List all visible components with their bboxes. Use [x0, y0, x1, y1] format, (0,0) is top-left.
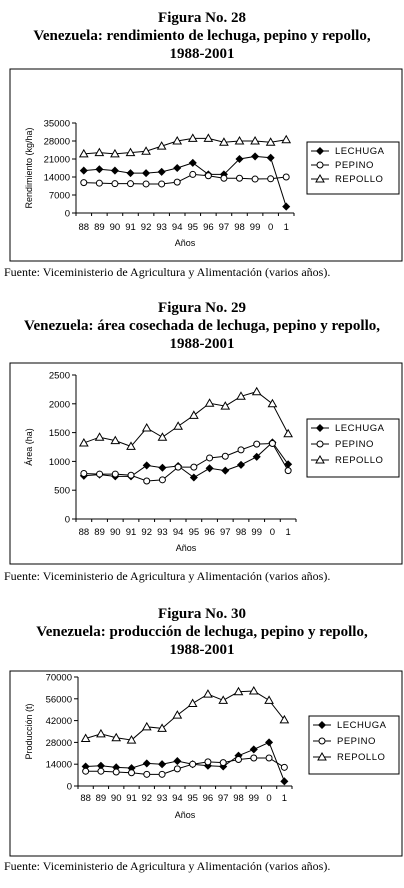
x-tick-label: 89 — [94, 222, 105, 233]
figure-source: Fuente: Viceministerio de Agricultura y Alimentación (varios años). — [4, 265, 331, 279]
y-tick-label: 0 — [64, 208, 70, 220]
x-tick-label: 0 — [269, 527, 276, 538]
x-axis-label: Años — [174, 238, 196, 248]
figure-heading: Figura No. 28 — [158, 10, 246, 26]
y-tick-label: 0 — [66, 781, 72, 793]
x-tick-label: 95 — [187, 222, 199, 233]
figure-heading: Figura No. 30 — [158, 606, 246, 622]
figure-source: Fuente: Viceministerio de Agricultura y Alimentación (varios años). — [4, 569, 331, 583]
point-pepino — [283, 174, 289, 180]
x-tick-label: 89 — [94, 527, 105, 538]
legend — [307, 419, 399, 477]
figure-title: Venezuela: área cosechada de lechuga, pepino y repollo, — [24, 318, 380, 334]
figure-heading: Figura No. 29 — [158, 300, 246, 316]
x-tick-label: 92 — [141, 527, 153, 538]
point-pepino — [97, 471, 103, 477]
point-pepino — [113, 769, 119, 775]
x-tick-label: 92 — [141, 793, 153, 804]
x-tick-label: 89 — [95, 793, 107, 804]
x-tick-label: 98 — [235, 527, 247, 538]
y-tick-label: 35000 — [43, 118, 70, 130]
x-tick-label: 90 — [109, 527, 121, 538]
x-tick-label: 94 — [172, 793, 183, 804]
x-tick-label: 90 — [110, 793, 122, 804]
y-tick-label: 70000 — [45, 672, 72, 684]
legend-label-pepino: PEPINO — [337, 736, 376, 747]
point-pepino — [81, 470, 87, 476]
y-tick-label: 56000 — [45, 694, 72, 706]
x-tick-label: 93 — [157, 527, 168, 538]
point-pepino — [269, 441, 275, 447]
point-pepino — [221, 175, 227, 181]
x-tick-label: 95 — [187, 793, 198, 804]
y-axis-label: Rendimiento (kg/ha) — [24, 127, 34, 209]
legend-label-lechuga: LECHUGA — [335, 423, 385, 434]
point-pepino — [191, 464, 197, 470]
point-pepino — [254, 441, 260, 447]
x-tick-label: 99 — [249, 222, 261, 233]
point-pepino — [268, 176, 274, 182]
legend-label-pepino: PEPINO — [335, 439, 374, 450]
point-pepino — [222, 453, 228, 459]
point-pepino — [143, 181, 149, 187]
legend-marker-pepino — [319, 738, 325, 744]
figure-source: Fuente: Viceministerio de Agricultura y Alimentación (varios años). — [4, 859, 331, 873]
x-tick-label: 97 — [217, 793, 229, 804]
x-tick-label: 91 — [125, 527, 137, 538]
point-pepino — [205, 759, 211, 765]
point-pepino — [81, 180, 87, 186]
point-pepino — [252, 176, 258, 182]
point-pepino — [238, 447, 244, 453]
point-pepino — [190, 171, 196, 177]
point-pepino — [207, 455, 213, 461]
legend-marker-pepino — [317, 162, 323, 168]
x-tick-label: 96 — [204, 527, 215, 538]
chart-area-cosechada — [0, 357, 404, 565]
x-tick-label: 97 — [219, 527, 231, 538]
point-pepino — [237, 175, 243, 181]
point-pepino — [220, 760, 226, 766]
point-pepino — [128, 181, 134, 187]
y-tick-label: 28000 — [43, 136, 70, 148]
x-tick-label: 92 — [140, 222, 152, 233]
x-tick-label: 99 — [251, 527, 263, 538]
x-tick-label: 88 — [80, 793, 91, 804]
figure-title: Venezuela: producción de lechuga, pepino y repollo, — [36, 624, 368, 640]
x-tick-label: 91 — [126, 793, 137, 804]
y-tick-label: 14000 — [43, 172, 70, 184]
x-axis-label: Años — [175, 543, 197, 553]
point-pepino — [159, 771, 165, 777]
point-pepino — [112, 471, 118, 477]
point-pepino — [251, 755, 257, 761]
point-pepino — [159, 477, 165, 483]
x-tick-label: 93 — [156, 222, 167, 233]
point-pepino — [144, 478, 150, 484]
y-tick-label: 42000 — [45, 716, 72, 728]
x-tick-label: 98 — [234, 222, 245, 233]
y-axis-label: Área (ha) — [24, 428, 34, 466]
legend-marker-pepino — [317, 441, 323, 447]
point-pepino — [205, 173, 211, 179]
x-tick-label: 94 — [171, 222, 183, 233]
x-tick-label: 97 — [218, 222, 230, 233]
y-axis-label: Producción (t) — [24, 703, 34, 760]
chart-rendimiento — [0, 66, 404, 262]
point-pepino — [281, 764, 287, 770]
point-pepino — [236, 757, 242, 763]
point-pepino — [174, 766, 180, 772]
point-pepino — [144, 771, 150, 777]
point-pepino — [285, 468, 291, 474]
y-tick-label: 500 — [54, 485, 70, 497]
x-axis-label: Años — [174, 810, 196, 820]
y-tick-label: 1500 — [48, 428, 70, 440]
legend-label-repollo: REPOLLO — [335, 455, 384, 466]
point-pepino — [266, 755, 272, 761]
y-tick-label: 21000 — [43, 154, 70, 166]
y-tick-label: 2000 — [48, 399, 70, 411]
legend-label-lechuga: LECHUGA — [337, 720, 387, 731]
x-tick-label: 1 — [283, 222, 289, 233]
chart-produccion — [0, 663, 404, 858]
point-pepino — [174, 179, 180, 185]
figure-title-years: 1988-2001 — [169, 336, 235, 352]
y-tick-label: 1000 — [48, 456, 70, 468]
point-pepino — [128, 472, 134, 478]
point-pepino — [96, 180, 102, 186]
legend — [307, 142, 399, 194]
y-tick-label: 0 — [64, 514, 70, 526]
x-tick-label: 0 — [267, 222, 274, 233]
point-pepino — [159, 181, 165, 187]
point-pepino — [129, 770, 135, 776]
x-tick-label: 96 — [202, 793, 214, 804]
x-tick-label: 96 — [203, 222, 214, 233]
y-tick-label: 2500 — [48, 370, 70, 382]
x-tick-label: 90 — [109, 222, 121, 233]
y-tick-label: 7000 — [48, 190, 70, 202]
x-tick-label: 1 — [285, 527, 291, 538]
x-tick-label: 91 — [125, 222, 136, 233]
figure-title: Venezuela: rendimiento de lechuga, pepino y repollo, — [33, 28, 371, 44]
x-tick-label: 88 — [78, 222, 90, 233]
point-pepino — [175, 464, 181, 470]
legend-label-lechuga: LECHUGA — [335, 146, 385, 157]
x-tick-label: 1 — [281, 793, 288, 804]
y-tick-label: 28000 — [45, 737, 72, 749]
figure-title-years: 1988-2001 — [169, 642, 235, 658]
x-tick-label: 93 — [156, 793, 168, 804]
x-tick-label: 95 — [188, 527, 200, 538]
x-tick-label: 94 — [172, 527, 184, 538]
x-tick-label: 88 — [78, 527, 90, 538]
legend-label-repollo: REPOLLO — [335, 174, 384, 185]
x-tick-label: 0 — [266, 793, 272, 804]
y-tick-label: 14000 — [45, 759, 72, 771]
point-pepino — [83, 768, 89, 774]
x-tick-label: 98 — [233, 793, 244, 804]
legend-label-pepino: PEPINO — [335, 160, 374, 171]
figure-title-years: 1988-2001 — [169, 46, 235, 62]
point-pepino — [98, 768, 104, 774]
legend-label-repollo: REPOLLO — [337, 752, 386, 763]
point-pepino — [112, 181, 118, 187]
legend — [309, 716, 399, 774]
x-tick-label: 99 — [248, 793, 260, 804]
point-pepino — [190, 761, 196, 767]
